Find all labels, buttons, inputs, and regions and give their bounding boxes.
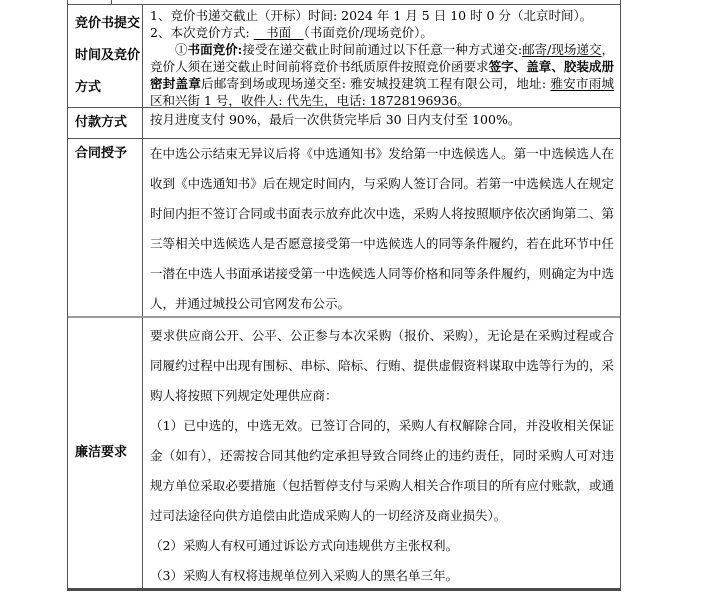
text-run: 雅安市雨城区和兴街 1 号	[150, 76, 614, 107]
text-run: ，收件人:	[228, 93, 287, 107]
text-run: 2、本次竞价方式:	[150, 25, 254, 40]
text-run: 接受在递交截止时间前通过以下任意一种方式递交:	[242, 42, 523, 57]
paragraph	[150, 561, 614, 588]
contract-award-label-cell	[68, 139, 143, 316]
paragraph	[150, 7, 614, 24]
text-run: 在中选公示结束无异议后将《中选通知书》发给第一中选候选人。第一中选候选人在收到《中选通知书》后在规定时间内，与采购人签订合同。若第一中选候选人在规定时间内拒不签订合同或书面表示放弃此次中选，采购人将按照顺序依次函询第二、第三等相关中选候选人是否愿意接受第一中选候选人的同等条件履约，若在此环节中任一潜在中选人书面承诺接受第一中选候选人同等价格和同等条件履约，则确定为中选人，并通过城投公司官网发布公示。	[150, 146, 614, 311]
text-run: ①	[150, 42, 188, 57]
paragraph	[150, 24, 614, 41]
text-run: 书面竞价:	[187, 42, 243, 57]
text-run: （1）已中选的，中选无效。已签订合同的，采购人有权解除合同，并没收相关保证金（如有），还需按合同其他约定承担导致合同终止的违约责任，同时采购人可对违规方单位采取必要措施（包括暂停支付与采购人相关合作项目的所有应付账款，或通过司法途径向供方追偿由此造成采购人的一切经济及商业损失）。	[150, 418, 614, 523]
text-run: 后邮寄到场或现场递交至: 雅安城投建筑工程有限公司，地址:	[201, 76, 551, 91]
text-run: ，竞价人须在递交截止时间前将竞价书纸质原件按照竞价函要求	[150, 42, 614, 74]
integrity-requirements-content	[143, 318, 620, 588]
text-run: （书面竞价/现场竞价）。	[303, 25, 433, 40]
paragraph	[150, 531, 614, 561]
contract-award-content	[143, 139, 620, 316]
text-run: ，电话:	[324, 93, 370, 107]
text-run: 1、竞价书递交截止（开标）时间: 2024 年 1 月 5 日 10 时 0 分（北京时间）。	[150, 8, 593, 23]
paragraph	[150, 321, 614, 411]
text-run: 。	[457, 93, 470, 107]
text-run: 18728196936	[369, 93, 458, 107]
paragraph	[150, 111, 614, 128]
text-run: 按月进度支付 90%，最后一次供货完毕后 30 日内支付至 100%。	[150, 112, 521, 127]
text-run: 要求供应商公开、公平、公正参与本次采购（报价、采购），无论是在采购过程或合同履约过程中出现有围标、串标、陪标、行贿、提供虚假资料谋取中选等行为的，采购人将按照下列规定处理供应商：	[150, 328, 614, 403]
paragraph	[150, 139, 614, 316]
procurement-info-table	[67, 0, 621, 591]
cell-divider-line	[111, 0, 112, 4]
paragraph	[150, 41, 614, 107]
row-integrity-requirements	[68, 318, 620, 591]
payment-method-label-cell	[68, 108, 143, 138]
text-run: 邮寄/现场递交	[522, 42, 602, 57]
payment-method-label: 付款方式	[75, 115, 128, 130]
paragraph	[150, 411, 614, 531]
text-run: （3）采购人有权将违规单位列入采购人的黑名单三年。	[150, 568, 458, 583]
integrity-requirements-label-cell	[68, 318, 143, 588]
row-bid-submission	[68, 5, 620, 108]
integrity-requirements-label: 廉洁要求	[75, 445, 128, 460]
previous-row-remnant	[68, 0, 620, 5]
row-contract-award	[68, 139, 620, 318]
row-payment-method	[68, 108, 620, 139]
bid-submission-content	[143, 5, 620, 107]
payment-method-content	[143, 108, 620, 138]
text-run: （2）采购人有权可通过诉讼方式向违规供方主张权利。	[150, 538, 458, 553]
text-run: 签字、盖章、胶装成册密封盖章	[150, 59, 614, 91]
contract-award-label: 合同授予	[75, 146, 128, 161]
bid-submission-label: 竞价书提交时间及竞价方式	[75, 16, 141, 95]
text-run: 书面	[253, 25, 304, 40]
bid-submission-label-cell	[68, 5, 143, 107]
text-run: 代先生	[286, 93, 325, 107]
